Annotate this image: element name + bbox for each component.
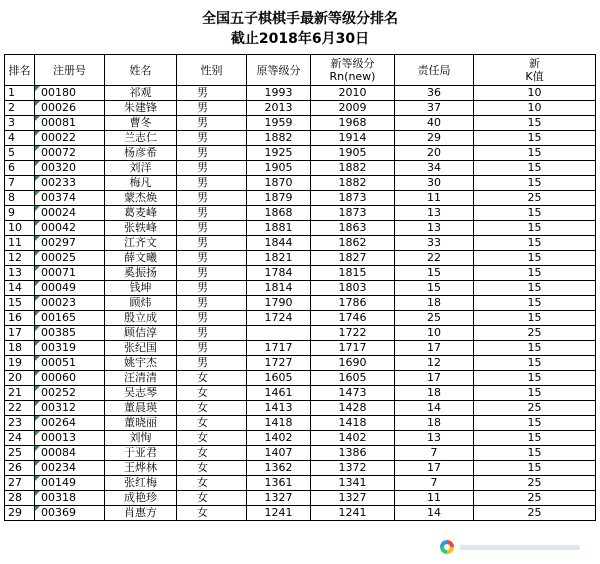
cell-gender[interactable]: 男 bbox=[177, 146, 247, 161]
cell-rank[interactable]: 23 bbox=[5, 416, 35, 431]
header-rank[interactable]: 排名 bbox=[5, 55, 35, 86]
cell-bureau[interactable]: 29 bbox=[395, 131, 474, 146]
cell-reg[interactable]: 00297 bbox=[35, 236, 105, 251]
cell-k[interactable]: 15 bbox=[474, 161, 596, 176]
header-name[interactable]: 姓名 bbox=[105, 55, 177, 86]
cell-orig-rating[interactable]: 1959 bbox=[247, 116, 311, 131]
cell-rank[interactable]: 19 bbox=[5, 356, 35, 371]
cell-rank[interactable]: 8 bbox=[5, 191, 35, 206]
cell-bureau[interactable]: 22 bbox=[395, 251, 474, 266]
cell-orig-rating[interactable]: 1418 bbox=[247, 416, 311, 431]
cell-rank[interactable]: 16 bbox=[5, 311, 35, 326]
cell-reg[interactable]: 00252 bbox=[35, 386, 105, 401]
cell-k[interactable]: 10 bbox=[474, 86, 596, 101]
table-row bbox=[5, 86, 596, 101]
cell-name[interactable]: 王烨林 bbox=[105, 461, 177, 476]
table-row bbox=[5, 326, 596, 341]
cell-gender[interactable]: 男 bbox=[177, 356, 247, 371]
cell-rank[interactable]: 18 bbox=[5, 341, 35, 356]
cell-reg[interactable]: 00234 bbox=[35, 461, 105, 476]
cell-bureau[interactable]: 34 bbox=[395, 161, 474, 176]
table-row bbox=[5, 386, 596, 401]
cell-name[interactable]: 钱坤 bbox=[105, 281, 177, 296]
table-row bbox=[5, 311, 596, 326]
cell-k[interactable]: 15 bbox=[474, 221, 596, 236]
cell-gender[interactable]: 女 bbox=[177, 506, 247, 521]
cell-orig-rating[interactable]: 1868 bbox=[247, 206, 311, 221]
cell-bureau[interactable]: 7 bbox=[395, 446, 474, 461]
cell-reg[interactable]: 00049 bbox=[35, 281, 105, 296]
cell-reg[interactable]: 00071 bbox=[35, 266, 105, 281]
cell-name[interactable]: 祁观 bbox=[105, 86, 177, 101]
cell-rank[interactable]: 5 bbox=[5, 146, 35, 161]
table-row bbox=[5, 506, 596, 521]
cell-name[interactable]: 汪清清 bbox=[105, 371, 177, 386]
table-row bbox=[5, 476, 596, 491]
cell-gender[interactable]: 男 bbox=[177, 206, 247, 221]
header-gender[interactable]: 性别 bbox=[177, 55, 247, 86]
cell-name[interactable]: 于亚君 bbox=[105, 446, 177, 461]
header-k-line2: K值 bbox=[525, 70, 544, 83]
cell-k[interactable]: 15 bbox=[474, 296, 596, 311]
table-row bbox=[5, 176, 596, 191]
cell-orig-rating[interactable]: 2013 bbox=[247, 101, 311, 116]
table-row bbox=[5, 491, 596, 506]
cell-name[interactable]: 吴志琴 bbox=[105, 386, 177, 401]
cell-orig-rating[interactable]: 1814 bbox=[247, 281, 311, 296]
cell-bureau[interactable]: 36 bbox=[395, 86, 474, 101]
cell-name[interactable]: 肖惠方 bbox=[105, 506, 177, 521]
cell-k[interactable]: 15 bbox=[474, 386, 596, 401]
cell-bureau[interactable]: 15 bbox=[395, 266, 474, 281]
cell-k[interactable]: 15 bbox=[474, 446, 596, 461]
header-row bbox=[5, 55, 596, 86]
cell-bureau[interactable]: 11 bbox=[395, 491, 474, 506]
cell-bureau[interactable]: 40 bbox=[395, 116, 474, 131]
cell-orig-rating[interactable]: 1361 bbox=[247, 476, 311, 491]
cell-bureau[interactable]: 25 bbox=[395, 311, 474, 326]
cell-bureau[interactable]: 15 bbox=[395, 281, 474, 296]
table-row bbox=[5, 266, 596, 281]
cell-gender[interactable]: 男 bbox=[177, 296, 247, 311]
cell-gender[interactable]: 男 bbox=[177, 266, 247, 281]
table-row bbox=[5, 221, 596, 236]
cell-rank[interactable]: 1 bbox=[5, 86, 35, 101]
cell-bureau[interactable]: 13 bbox=[395, 206, 474, 221]
cell-new-rating[interactable]: 1873 bbox=[311, 206, 395, 221]
cell-name[interactable]: 葛麦峰 bbox=[105, 206, 177, 221]
cell-bureau[interactable]: 14 bbox=[395, 401, 474, 416]
cell-gender[interactable]: 女 bbox=[177, 446, 247, 461]
cell-reg[interactable]: 00165 bbox=[35, 311, 105, 326]
cell-new-rating[interactable]: 1605 bbox=[311, 371, 395, 386]
cell-gender[interactable]: 男 bbox=[177, 341, 247, 356]
table-body bbox=[5, 86, 596, 521]
cell-new-rating[interactable]: 1428 bbox=[311, 401, 395, 416]
cell-orig-rating[interactable]: 1790 bbox=[247, 296, 311, 311]
table-row bbox=[5, 131, 596, 146]
cell-reg[interactable]: 00051 bbox=[35, 356, 105, 371]
cell-name[interactable]: 朱建锋 bbox=[105, 101, 177, 116]
cell-rank[interactable]: 24 bbox=[5, 431, 35, 446]
logo-ring-icon bbox=[440, 540, 454, 554]
cell-k[interactable]: 15 bbox=[474, 251, 596, 266]
cell-k[interactable]: 15 bbox=[474, 176, 596, 191]
cell-k[interactable]: 25 bbox=[474, 491, 596, 506]
cell-rank[interactable]: 9 bbox=[5, 206, 35, 221]
cell-k[interactable]: 25 bbox=[474, 401, 596, 416]
cell-bureau[interactable]: 20 bbox=[395, 146, 474, 161]
cell-new-rating[interactable]: 1341 bbox=[311, 476, 395, 491]
cell-bureau[interactable]: 37 bbox=[395, 101, 474, 116]
cell-k[interactable]: 25 bbox=[474, 506, 596, 521]
cell-new-rating[interactable]: 1905 bbox=[311, 146, 395, 161]
cell-reg[interactable]: 00180 bbox=[35, 86, 105, 101]
cell-bureau[interactable]: 12 bbox=[395, 356, 474, 371]
cell-name[interactable]: 兰志仁 bbox=[105, 131, 177, 146]
cell-orig-rating[interactable]: 1879 bbox=[247, 191, 311, 206]
header-new-rating[interactable] bbox=[311, 55, 395, 86]
cell-name[interactable]: 张红梅 bbox=[105, 476, 177, 491]
table-row bbox=[5, 356, 596, 371]
cell-new-rating[interactable]: 1786 bbox=[311, 296, 395, 311]
watermark-logo bbox=[440, 538, 590, 558]
cell-reg[interactable]: 00264 bbox=[35, 416, 105, 431]
cell-reg[interactable]: 00042 bbox=[35, 221, 105, 236]
table-row bbox=[5, 206, 596, 221]
cell-new-rating[interactable]: 1968 bbox=[311, 116, 395, 131]
cell-gender[interactable]: 男 bbox=[177, 251, 247, 266]
cell-new-rating[interactable]: 1873 bbox=[311, 191, 395, 206]
header-new-rating-line2: Rn(new) bbox=[329, 70, 376, 83]
cell-new-rating[interactable]: 1327 bbox=[311, 491, 395, 506]
cell-new-rating[interactable]: 2010 bbox=[311, 86, 395, 101]
cell-k[interactable]: 15 bbox=[474, 281, 596, 296]
cell-reg[interactable]: 00024 bbox=[35, 206, 105, 221]
cell-rank[interactable]: 27 bbox=[5, 476, 35, 491]
table-row bbox=[5, 251, 596, 266]
cell-rank[interactable]: 21 bbox=[5, 386, 35, 401]
cell-gender[interactable]: 女 bbox=[177, 476, 247, 491]
cell-new-rating[interactable]: 1914 bbox=[311, 131, 395, 146]
cell-orig-rating[interactable]: 1882 bbox=[247, 131, 311, 146]
cell-rank[interactable]: 26 bbox=[5, 461, 35, 476]
cell-orig-rating[interactable]: 1605 bbox=[247, 371, 311, 386]
cell-reg[interactable]: 00320 bbox=[35, 161, 105, 176]
sheet-subtitle-date: 截止2018年6月30日 bbox=[230, 31, 370, 47]
cell-k[interactable]: 25 bbox=[474, 326, 596, 341]
cell-orig-rating[interactable]: 1413 bbox=[247, 401, 311, 416]
cell-reg[interactable]: 00233 bbox=[35, 176, 105, 191]
cell-k[interactable]: 15 bbox=[474, 431, 596, 446]
cell-bureau[interactable]: 14 bbox=[395, 506, 474, 521]
cell-orig-rating[interactable]: 1925 bbox=[247, 146, 311, 161]
cell-rank[interactable]: 2 bbox=[5, 101, 35, 116]
cell-orig-rating[interactable]: 1402 bbox=[247, 431, 311, 446]
cell-reg[interactable]: 00060 bbox=[35, 371, 105, 386]
cell-gender[interactable]: 男 bbox=[177, 176, 247, 191]
cell-bureau[interactable]: 18 bbox=[395, 386, 474, 401]
cell-gender[interactable]: 女 bbox=[177, 386, 247, 401]
cell-rank[interactable]: 20 bbox=[5, 371, 35, 386]
cell-new-rating[interactable]: 1402 bbox=[311, 431, 395, 446]
cell-bureau[interactable]: 17 bbox=[395, 371, 474, 386]
table-row bbox=[5, 236, 596, 251]
cell-orig-rating[interactable]: 1784 bbox=[247, 266, 311, 281]
cell-new-rating[interactable]: 1690 bbox=[311, 356, 395, 371]
cell-name[interactable]: 梅凡 bbox=[105, 176, 177, 191]
cell-gender[interactable]: 男 bbox=[177, 161, 247, 176]
cell-new-rating[interactable]: 1722 bbox=[311, 326, 395, 341]
cell-name[interactable]: 杨彦希 bbox=[105, 146, 177, 161]
cell-new-rating[interactable]: 1863 bbox=[311, 221, 395, 236]
cell-bureau[interactable]: 18 bbox=[395, 296, 474, 311]
cell-name[interactable]: 姚宇杰 bbox=[105, 356, 177, 371]
cell-gender[interactable]: 女 bbox=[177, 371, 247, 386]
cell-name[interactable]: 董晓丽 bbox=[105, 416, 177, 431]
cell-bureau[interactable]: 33 bbox=[395, 236, 474, 251]
cell-reg[interactable]: 00369 bbox=[35, 506, 105, 521]
cell-rank[interactable]: 14 bbox=[5, 281, 35, 296]
cell-new-rating[interactable]: 2009 bbox=[311, 101, 395, 116]
table-row bbox=[5, 101, 596, 116]
cell-bureau[interactable]: 11 bbox=[395, 191, 474, 206]
cell-reg[interactable]: 00374 bbox=[35, 191, 105, 206]
cell-orig-rating[interactable]: 1241 bbox=[247, 506, 311, 521]
cell-orig-rating[interactable]: 1881 bbox=[247, 221, 311, 236]
table-row bbox=[5, 116, 596, 131]
cell-k[interactable]: 25 bbox=[474, 191, 596, 206]
cell-new-rating[interactable]: 1418 bbox=[311, 416, 395, 431]
table-row bbox=[5, 341, 596, 356]
cell-gender[interactable]: 女 bbox=[177, 461, 247, 476]
header-reg[interactable]: 注册号 bbox=[35, 55, 105, 86]
table-row bbox=[5, 416, 596, 431]
cell-bureau[interactable]: 13 bbox=[395, 221, 474, 236]
table-row bbox=[5, 461, 596, 476]
cell-name[interactable]: 蒙杰焕 bbox=[105, 191, 177, 206]
cell-bureau[interactable]: 30 bbox=[395, 176, 474, 191]
cell-orig-rating[interactable]: 1724 bbox=[247, 311, 311, 326]
cell-name[interactable]: 张纪国 bbox=[105, 341, 177, 356]
cell-reg[interactable]: 00385 bbox=[35, 326, 105, 341]
cell-gender[interactable]: 男 bbox=[177, 116, 247, 131]
cell-gender[interactable]: 男 bbox=[177, 191, 247, 206]
cell-name[interactable]: 董晨瑛 bbox=[105, 401, 177, 416]
cell-reg[interactable]: 00312 bbox=[35, 401, 105, 416]
cell-new-rating[interactable]: 1241 bbox=[311, 506, 395, 521]
cell-rank[interactable]: 15 bbox=[5, 296, 35, 311]
cell-gender[interactable]: 女 bbox=[177, 416, 247, 431]
cell-rank[interactable]: 11 bbox=[5, 236, 35, 251]
cell-name[interactable]: 江齐文 bbox=[105, 236, 177, 251]
table-row bbox=[5, 191, 596, 206]
cell-gender[interactable]: 男 bbox=[177, 221, 247, 236]
cell-rank[interactable]: 3 bbox=[5, 116, 35, 131]
cell-gender[interactable]: 男 bbox=[177, 236, 247, 251]
cell-reg[interactable]: 00022 bbox=[35, 131, 105, 146]
header-k-line1: 新 bbox=[529, 57, 540, 70]
header-new-rating-line1: 新等级分 bbox=[330, 57, 375, 70]
cell-orig-rating[interactable]: 1727 bbox=[247, 356, 311, 371]
cell-orig-rating[interactable]: 1407 bbox=[247, 446, 311, 461]
table-row bbox=[5, 161, 596, 176]
cell-new-rating[interactable]: 1862 bbox=[311, 236, 395, 251]
cell-gender[interactable]: 女 bbox=[177, 431, 247, 446]
cell-rank[interactable]: 29 bbox=[5, 506, 35, 521]
cell-name[interactable]: 顾佶淳 bbox=[105, 326, 177, 341]
cell-k[interactable]: 15 bbox=[474, 146, 596, 161]
cell-gender[interactable]: 女 bbox=[177, 491, 247, 506]
cell-gender[interactable]: 男 bbox=[177, 311, 247, 326]
cell-new-rating[interactable]: 1815 bbox=[311, 266, 395, 281]
cell-new-rating[interactable]: 1882 bbox=[311, 161, 395, 176]
cell-gender[interactable]: 男 bbox=[177, 326, 247, 341]
table-row bbox=[5, 446, 596, 461]
cell-reg[interactable]: 00084 bbox=[35, 446, 105, 461]
cell-new-rating[interactable]: 1746 bbox=[311, 311, 395, 326]
cell-k[interactable]: 15 bbox=[474, 371, 596, 386]
cell-name[interactable]: 刘洋 bbox=[105, 161, 177, 176]
cell-orig-rating[interactable]: 1821 bbox=[247, 251, 311, 266]
cell-bureau[interactable]: 18 bbox=[395, 416, 474, 431]
cell-k[interactable]: 15 bbox=[474, 116, 596, 131]
cell-orig-rating[interactable]: 1870 bbox=[247, 176, 311, 191]
cell-reg[interactable]: 00025 bbox=[35, 251, 105, 266]
cell-new-rating[interactable]: 1882 bbox=[311, 176, 395, 191]
cell-gender[interactable]: 男 bbox=[177, 101, 247, 116]
cell-k[interactable]: 15 bbox=[474, 131, 596, 146]
cell-orig-rating[interactable]: 1327 bbox=[247, 491, 311, 506]
cell-k[interactable]: 15 bbox=[474, 266, 596, 281]
cell-bureau[interactable]: 13 bbox=[395, 431, 474, 446]
cell-bureau[interactable]: 7 bbox=[395, 476, 474, 491]
cell-name[interactable]: 奚振扬 bbox=[105, 266, 177, 281]
cell-orig-rating[interactable]: 1362 bbox=[247, 461, 311, 476]
table-row bbox=[5, 146, 596, 161]
cell-gender[interactable]: 男 bbox=[177, 131, 247, 146]
cell-orig-rating[interactable]: 1461 bbox=[247, 386, 311, 401]
cell-rank[interactable]: 28 bbox=[5, 491, 35, 506]
cell-orig-rating[interactable]: 1905 bbox=[247, 161, 311, 176]
cell-new-rating[interactable]: 1473 bbox=[311, 386, 395, 401]
cell-name[interactable]: 张轶峰 bbox=[105, 221, 177, 236]
cell-rank[interactable]: 7 bbox=[5, 176, 35, 191]
header-bureau[interactable]: 责任局 bbox=[395, 55, 474, 86]
cell-bureau[interactable]: 17 bbox=[395, 341, 474, 356]
cell-orig-rating[interactable]: 1844 bbox=[247, 236, 311, 251]
cell-reg[interactable]: 00023 bbox=[35, 296, 105, 311]
cell-reg[interactable]: 00013 bbox=[35, 431, 105, 446]
cell-new-rating[interactable]: 1803 bbox=[311, 281, 395, 296]
cell-new-rating[interactable]: 1372 bbox=[311, 461, 395, 476]
cell-k[interactable]: 15 bbox=[474, 416, 596, 431]
cell-k[interactable]: 15 bbox=[474, 311, 596, 326]
cell-rank[interactable]: 6 bbox=[5, 161, 35, 176]
cell-gender[interactable]: 男 bbox=[177, 86, 247, 101]
ranking-table bbox=[4, 54, 596, 521]
cell-reg[interactable]: 00318 bbox=[35, 491, 105, 506]
cell-rank[interactable]: 25 bbox=[5, 446, 35, 461]
cell-k[interactable]: 15 bbox=[474, 236, 596, 251]
cell-k[interactable]: 15 bbox=[474, 356, 596, 371]
cell-k[interactable]: 10 bbox=[474, 101, 596, 116]
cell-k[interactable]: 15 bbox=[474, 206, 596, 221]
cell-new-rating[interactable]: 1827 bbox=[311, 251, 395, 266]
table-row bbox=[5, 281, 596, 296]
header-orig-rating[interactable]: 原等级分 bbox=[247, 55, 311, 86]
table-row bbox=[5, 296, 596, 311]
cell-name[interactable]: 殷立成 bbox=[105, 311, 177, 326]
cell-name[interactable]: 曹冬 bbox=[105, 116, 177, 131]
cell-orig-rating[interactable]: 1717 bbox=[247, 341, 311, 356]
cell-reg[interactable]: 00149 bbox=[35, 476, 105, 491]
cell-k[interactable]: 15 bbox=[474, 341, 596, 356]
logo-bar bbox=[460, 545, 580, 550]
table-row bbox=[5, 371, 596, 386]
cell-orig-rating[interactable]: 1993 bbox=[247, 86, 311, 101]
cell-orig-rating[interactable] bbox=[247, 326, 311, 341]
cell-new-rating[interactable]: 1386 bbox=[311, 446, 395, 461]
cell-rank[interactable]: 17 bbox=[5, 326, 35, 341]
cell-name[interactable]: 顾炜 bbox=[105, 296, 177, 311]
table-row bbox=[5, 431, 596, 446]
cell-new-rating[interactable]: 1717 bbox=[311, 341, 395, 356]
cell-rank[interactable]: 22 bbox=[5, 401, 35, 416]
cell-reg[interactable]: 00081 bbox=[35, 116, 105, 131]
cell-k[interactable]: 15 bbox=[474, 461, 596, 476]
cell-name[interactable]: 薛文曦 bbox=[105, 251, 177, 266]
cell-name[interactable]: 成艳珍 bbox=[105, 491, 177, 506]
header-k[interactable] bbox=[474, 55, 596, 86]
sheet-title: 全国五子棋棋手最新等级分排名 bbox=[202, 11, 398, 27]
cell-rank[interactable]: 13 bbox=[5, 266, 35, 281]
cell-gender[interactable]: 女 bbox=[177, 401, 247, 416]
cell-gender[interactable]: 男 bbox=[177, 281, 247, 296]
cell-reg[interactable]: 00072 bbox=[35, 146, 105, 161]
cell-bureau[interactable]: 17 bbox=[395, 461, 474, 476]
cell-reg[interactable]: 00319 bbox=[35, 341, 105, 356]
cell-rank[interactable]: 10 bbox=[5, 221, 35, 236]
cell-reg[interactable]: 00026 bbox=[35, 101, 105, 116]
cell-rank[interactable]: 4 bbox=[5, 131, 35, 146]
cell-name[interactable]: 刘恂 bbox=[105, 431, 177, 446]
cell-rank[interactable]: 12 bbox=[5, 251, 35, 266]
cell-k[interactable]: 25 bbox=[474, 476, 596, 491]
table-row bbox=[5, 401, 596, 416]
cell-bureau[interactable]: 10 bbox=[395, 326, 474, 341]
